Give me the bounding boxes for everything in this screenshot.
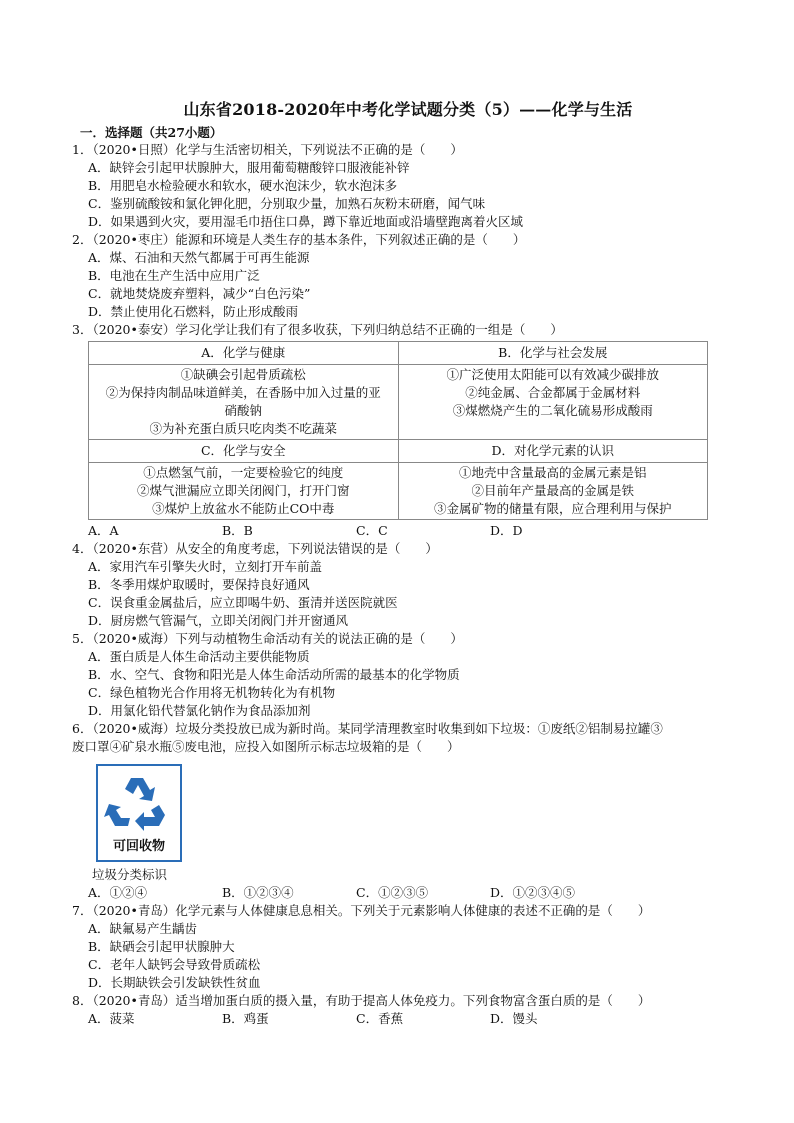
question-stem-continued: 废口罩④矿泉水瓶⑤废电池，应投入如图所示标志垃圾箱的是（ ） bbox=[72, 739, 460, 754]
cell-b-body bbox=[398, 365, 708, 440]
cell-line: 硝酸钠 bbox=[224, 403, 262, 418]
cell-line: ①广泛使用太阳能可以有效减少碳排放 bbox=[446, 367, 659, 382]
cell-line: ①点燃氢气前，一定要检验它的纯度 bbox=[143, 465, 344, 480]
question-stem: 4．（2020•东营）从安全的角度考虑，下列说法错误的是（ ） bbox=[72, 541, 438, 556]
option-d: D．D bbox=[490, 523, 523, 538]
option-c: C．绿色植物光合作用将无机物转化为有机物 bbox=[88, 685, 336, 700]
option-b: B．鸡蛋 bbox=[222, 1011, 269, 1026]
cell-line: ②煤气泄漏应立即关闭阀门，打开门窗 bbox=[136, 483, 350, 498]
option-a: A．缺锌会引起甲状腺肿大，服用葡萄糖酸锌口服液能补锌 bbox=[88, 160, 410, 175]
option-b: B．冬季用煤炉取暖时，要保持良好通风 bbox=[88, 577, 310, 592]
question-stem: 7．（2020•青岛）化学元素与人体健康息息相关。下列关于元素影响人体健康的表述不正确的是（ ） bbox=[72, 903, 651, 918]
option-d: D．用氯化铅代替氯化钠作为食品添加剂 bbox=[88, 703, 311, 718]
section-heading: 一．选择题（共27小题） bbox=[80, 125, 223, 140]
option-d: D．厨房燃气管漏气，立即关闭阀门并开窗通风 bbox=[88, 613, 349, 628]
option-d: D．如果遇到火灾，要用湿毛巾捂住口鼻，蹲下靠近地面或沿墙壁跑离着火区域 bbox=[88, 214, 524, 229]
option-a: A．家用汽车引擎失火时，立刻打开车前盖 bbox=[88, 559, 323, 574]
cell-d-body bbox=[398, 463, 708, 520]
option-a: A．蛋白质是人体生命活动主要供能物质 bbox=[88, 649, 310, 664]
cell-b-head: B．化学与社会发展 bbox=[398, 342, 708, 365]
cell-line: ②目前年产量最高的金属是铁 bbox=[471, 483, 634, 498]
option-b: B．水、空气、食物和阳光是人体生命活动所需的最基本的化学物质 bbox=[88, 667, 460, 682]
cell-line: ③煤炉上放盆水不能防止CO中毒 bbox=[152, 501, 335, 516]
cell-line: ③煤燃烧产生的二氧化硫易形成酸雨 bbox=[452, 403, 653, 418]
option-c: C．香蕉 bbox=[356, 1011, 404, 1026]
option-c: C．C bbox=[356, 523, 388, 538]
option-b: B．B bbox=[222, 523, 253, 538]
option-c: C．鉴别硫酸铵和氯化钾化肥，分别取少量，加熟石灰粉末研磨，闻气味 bbox=[88, 196, 486, 211]
option-d: D．长期缺铁会引发缺铁性贫血 bbox=[88, 975, 261, 990]
question-4 bbox=[72, 540, 728, 630]
figure-caption: 垃圾分类标识 bbox=[92, 867, 168, 882]
cell-line: ①缺碘会引起骨质疏松 bbox=[180, 367, 306, 382]
summary-table bbox=[88, 341, 708, 520]
cell-a-body bbox=[89, 365, 399, 440]
cell-c-head: C．化学与安全 bbox=[89, 440, 399, 463]
recyclable-sign bbox=[96, 764, 182, 862]
question-2 bbox=[72, 231, 728, 321]
option-d: D．馒头 bbox=[490, 1011, 538, 1026]
question-8 bbox=[72, 992, 728, 1028]
question-stem: 2．（2020•枣庄）能源和环境是人类生存的基本条件，下列叙述正确的是（ ） bbox=[72, 232, 526, 247]
option-c: C．就地焚烧废弃塑料，减少“白色污染” bbox=[88, 286, 311, 301]
cell-line: ①地壳中含量最高的金属元素是铝 bbox=[458, 465, 647, 480]
cell-c-body bbox=[89, 463, 399, 520]
question-6 bbox=[72, 720, 728, 902]
option-a: A．A bbox=[88, 523, 119, 538]
option-b: B．缺硒会引起甲状腺肿大 bbox=[88, 939, 235, 954]
option-a: A．缺氟易产生龋齿 bbox=[88, 921, 198, 936]
cell-line: ②纯金属、合金都属于金属材料 bbox=[465, 385, 641, 400]
option-d: D．①②③④⑤ bbox=[490, 885, 576, 900]
exam-page bbox=[72, 97, 728, 1028]
question-1 bbox=[72, 141, 728, 231]
options-row bbox=[88, 884, 728, 902]
option-c: C．老年人缺钙会导致骨质疏松 bbox=[88, 957, 261, 972]
option-a: A．①②④ bbox=[88, 885, 148, 900]
option-c: C．①②③⑤ bbox=[356, 885, 429, 900]
question-stem: 6．（2020•威海）垃圾分类投放已成为新时尚。某同学清理教室时收集到如下垃圾：①废纸②铝制易拉罐③ bbox=[72, 721, 663, 736]
question-7 bbox=[72, 902, 728, 992]
option-d: D．禁止使用化石燃料，防止形成酸雨 bbox=[88, 304, 299, 319]
cell-d-head: D．对化学元素的认识 bbox=[398, 440, 708, 463]
cell-line: ③为补充蛋白质只吃肉类不吃蔬菜 bbox=[149, 421, 337, 436]
question-5 bbox=[72, 630, 728, 720]
option-b: B．①②③④ bbox=[222, 885, 294, 900]
recycle-icon bbox=[104, 772, 170, 835]
question-stem: 5．（2020•威海）下列与动植物生命活动有关的说法正确的是（ ） bbox=[72, 631, 463, 646]
cell-a-head: A．化学与健康 bbox=[89, 342, 399, 365]
option-a: A．菠菜 bbox=[88, 1011, 135, 1026]
question-stem: 8．（2020•青岛）适当增加蛋白质的摄入量，有助于提高人体免疫力。下列食物富含蛋白质的是（ ） bbox=[72, 993, 651, 1008]
page-title: 山东省2018-2020年中考化学试题分类（5）——化学与生活 bbox=[183, 100, 633, 119]
option-b: B．电池在生产生活中应用广泛 bbox=[88, 268, 260, 283]
options-row bbox=[88, 1010, 728, 1028]
cell-line: ②为保持肉制品味道鲜美，在香肠中加入过量的亚 bbox=[105, 385, 381, 400]
option-a: A．煤、石油和天然气都属于可再生能源 bbox=[88, 250, 310, 265]
question-3 bbox=[72, 321, 728, 540]
option-b: B．用肥皂水检验硬水和软水，硬水泡沫少，软水泡沫多 bbox=[88, 178, 398, 193]
options-row bbox=[88, 522, 728, 540]
question-stem: 1．（2020•日照）化学与生活密切相关，下列说法不正确的是（ ） bbox=[72, 142, 463, 157]
option-c: C．误食重金属盐后，应立即喝牛奶、蛋清并送医院就医 bbox=[88, 595, 398, 610]
sign-label: 可回收物 bbox=[112, 839, 165, 854]
cell-line: ③金属矿物的储量有限，应合理利用与保护 bbox=[433, 501, 672, 516]
question-stem: 3．（2020•泰安）学习化学让我们有了很多收获，下列归纳总结不正确的一组是（ ） bbox=[72, 322, 563, 337]
